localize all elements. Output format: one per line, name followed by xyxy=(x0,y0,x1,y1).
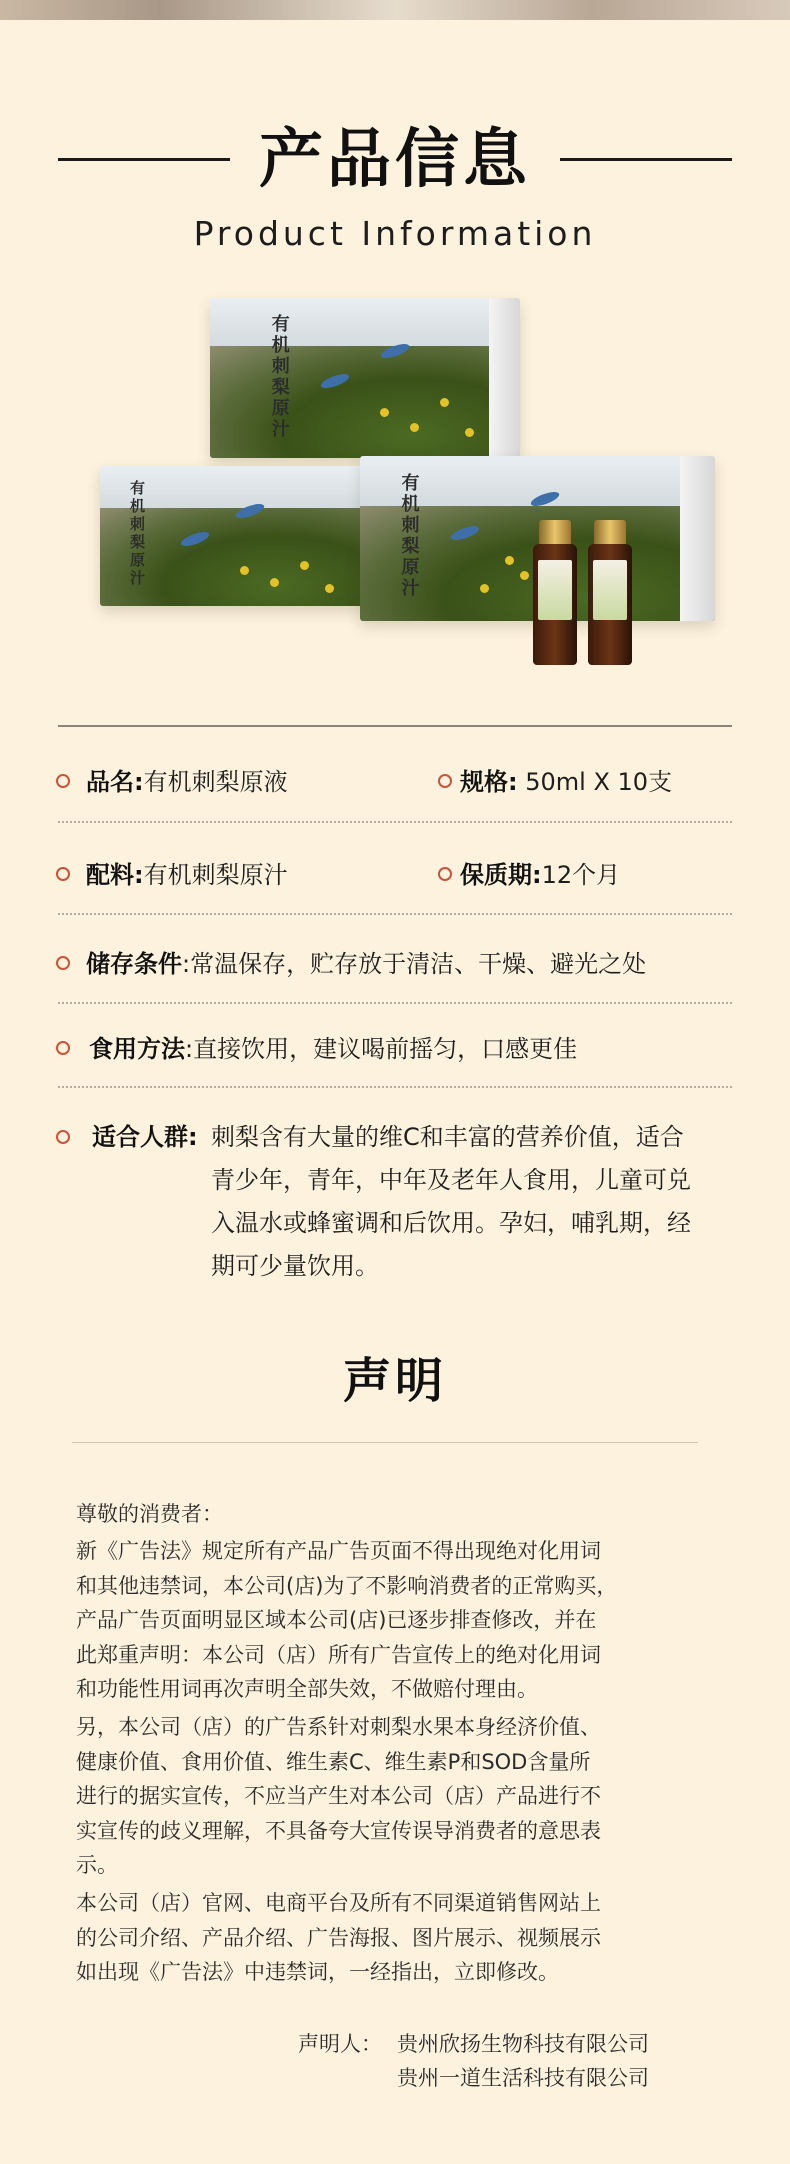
statement-line: 示。 xyxy=(76,1853,118,1877)
audience-line: 青少年，青年，中年及老年人食用，儿童可兑 xyxy=(211,1166,691,1194)
bullet-icon xyxy=(438,774,452,788)
company-name-1: 贵州欣扬生物科技有限公司 xyxy=(397,2032,649,2056)
statement-line: 健康价值、食用价值、维生素C、维生素P和SOD含量所 xyxy=(76,1749,591,1774)
company-name-2: 贵州一道生活科技有限公司 xyxy=(397,2066,649,2090)
shelf-life-label: 保质期: xyxy=(460,861,542,889)
product-box-label: 有机刺梨原汁 xyxy=(268,314,290,440)
audience-line: 期可少量饮用。 xyxy=(211,1252,379,1280)
product-spec-value: 50ml X 10支 xyxy=(517,768,673,796)
statement-line: 的公司介绍、产品介绍、广告海报、图片展示、视频展示 xyxy=(76,1925,601,1950)
row-divider xyxy=(58,821,732,823)
statement-line: 此郑重声明：本公司（店）所有广告宣传上的绝对化用词 xyxy=(76,1642,601,1667)
usage-label: 食用方法 xyxy=(89,1035,185,1063)
statement-line: 本公司（店）官网、电商平台及所有不同渠道销售网站上 xyxy=(76,1891,601,1915)
statement-line: 实宣传的歧义理解，不具备夸大宣传误导消费者的意思表 xyxy=(76,1818,601,1843)
statement-line: 另，本公司（店）的广告系针对刺梨水果本身经济价值、 xyxy=(76,1715,601,1739)
statement-paragraph-1 xyxy=(76,1534,716,1707)
audience-label xyxy=(92,1121,198,1153)
statement-line: 产品广告页面明显区域本公司(店)已逐步排查修改，并在 xyxy=(76,1608,597,1632)
bullet-icon xyxy=(56,1041,70,1055)
product-ingredients xyxy=(86,859,288,891)
bullet-icon xyxy=(56,956,70,970)
product-name xyxy=(86,766,288,798)
statement-line: 如出现《广告法》中违禁词，一经指出，立即修改。 xyxy=(76,1960,559,1984)
ingredients-label: 配料: xyxy=(86,861,144,889)
row-divider xyxy=(58,1086,732,1088)
product-bottle xyxy=(533,520,577,665)
product-box-label: 有机刺梨原汁 xyxy=(398,472,420,599)
statement-rule xyxy=(72,1442,698,1443)
product-box-left xyxy=(100,466,370,606)
signer-label: 声明人： xyxy=(298,2032,382,2056)
product-box-label: 有机刺梨原汁 xyxy=(128,480,146,588)
statement-greeting: 尊敬的消费者： xyxy=(76,1502,223,1526)
product-shelf-life xyxy=(460,859,620,891)
audience-line: 刺梨含有大量的维C和丰富的营养价值，适合 xyxy=(211,1123,684,1151)
usage-value: :直接饮用，建议喝前摇匀，口感更佳 xyxy=(185,1035,578,1063)
audience-line: 入温水或蜂蜜调和后饮用。孕妇，哺乳期，经 xyxy=(211,1209,691,1237)
storage-conditions xyxy=(86,948,646,980)
bullet-icon xyxy=(56,1130,70,1144)
top-banner-strip xyxy=(0,0,790,20)
audience-description xyxy=(211,1116,731,1288)
audience-label-text: 适合人群: xyxy=(92,1123,198,1151)
product-name-value: 有机刺梨原液 xyxy=(143,768,288,796)
shelf-life-value: 12个月 xyxy=(541,861,621,889)
statement-title: 声明 xyxy=(342,1353,447,1409)
usage-method xyxy=(89,1033,577,1065)
statement-paragraph-3 xyxy=(76,1886,716,1990)
statement-line: 和其他违禁词，本公司(店)为了不影响消费者的正常购买， xyxy=(76,1573,618,1598)
product-name-label: 品名: xyxy=(86,768,144,796)
statement-line: 新《广告法》规定所有产品广告页面不得出现绝对化用词 xyxy=(76,1539,601,1563)
row-divider xyxy=(58,1002,732,1004)
statement-paragraph-2 xyxy=(76,1710,716,1883)
product-spec-label: 规格: xyxy=(460,768,518,796)
product-bottle xyxy=(588,520,632,665)
product-image xyxy=(90,290,730,680)
storage-label: 储存条件 xyxy=(86,950,182,978)
bullet-icon xyxy=(56,774,70,788)
row-divider xyxy=(58,913,732,915)
section-subtitle: Product Information xyxy=(193,214,597,253)
bullet-icon xyxy=(56,867,70,881)
product-box-back xyxy=(210,298,520,458)
storage-value: :常温保存，贮存放于清洁、干燥、避光之处 xyxy=(182,950,647,978)
ingredients-value: 有机刺梨原汁 xyxy=(143,861,288,889)
bullet-icon xyxy=(438,867,452,881)
statement-line: 和功能性用词再次声明全部失效，不做赔付理由。 xyxy=(76,1677,538,1701)
product-spec xyxy=(460,766,672,798)
info-top-rule xyxy=(58,725,732,727)
section-title: 产品信息 xyxy=(259,123,531,197)
statement-line: 进行的据实宣传，不应当产生对本公司（店）产品进行不 xyxy=(76,1784,601,1808)
